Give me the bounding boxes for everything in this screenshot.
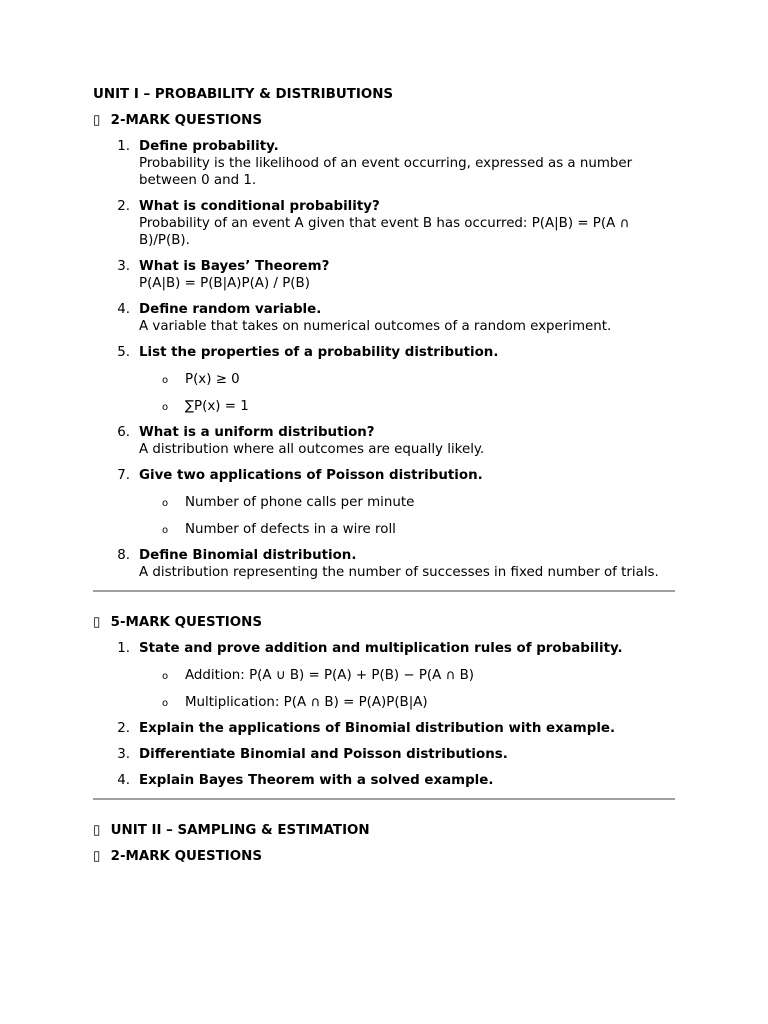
bullet-list — [139, 371, 675, 415]
question-item — [93, 746, 675, 763]
question-text: What is conditional probability? — [139, 199, 380, 214]
five-mark-label: 5-MARK QUESTIONS — [110, 615, 262, 630]
question-number: 5. — [117, 345, 130, 360]
answer-text: A variable that takes on numerical outcomes of a random experiment. — [139, 319, 612, 334]
answer-text: P(A|B) = P(B|A)P(A) / P(B) — [139, 276, 310, 291]
question-text: Explain Bayes Theorem with a solved example. — [139, 773, 494, 788]
question-item — [93, 640, 675, 711]
question-item — [93, 547, 675, 581]
two-mark-heading — [93, 112, 675, 130]
answer-text: A distribution representing the number of successes in fixed number of trials. — [139, 565, 659, 580]
five-mark-list — [93, 640, 675, 789]
section-divider — [93, 798, 675, 800]
question-item — [93, 424, 675, 458]
bullet-text: Multiplication: P(A ∩ B) = P(A)P(B|A) — [185, 695, 428, 710]
question-number: 4. — [117, 773, 130, 788]
bullet-icon: o — [162, 402, 169, 413]
bullet-text: P(x) ≥ 0 — [185, 372, 240, 387]
bullet-text: Number of defects in a wire roll — [185, 522, 396, 537]
question-text: What is Bayes’ Theorem? — [139, 259, 330, 274]
question-number: 3. — [117, 259, 130, 274]
bullet-item — [139, 398, 675, 415]
question-text: Define Binomial distribution. — [139, 548, 357, 563]
question-item — [93, 198, 675, 249]
question-text: Give two applications of Poisson distribution. — [139, 468, 483, 483]
bullet-text: ∑P(x) = 1 — [185, 399, 249, 414]
bullet-item — [139, 371, 675, 388]
bullet-icon: o — [162, 525, 169, 536]
question-text: Explain the applications of Binomial distribution with example. — [139, 721, 616, 736]
two-mark-list — [93, 138, 675, 581]
answer-text: Probability of an event A given that event B has occurred: P(A|B) = P(A ∩ B)/P(B). — [139, 216, 630, 248]
question-item — [93, 344, 675, 415]
question-item — [93, 258, 675, 292]
bullet-icon: o — [162, 671, 169, 682]
unit2-two-mark-heading — [93, 848, 675, 866]
answer-text: A distribution where all outcomes are equally likely. — [139, 442, 485, 457]
missing-glyph-icon: ▯ — [93, 113, 101, 128]
question-item — [93, 301, 675, 335]
unit2-two-mark-label: 2-MARK QUESTIONS — [110, 849, 262, 864]
question-number: 1. — [117, 641, 130, 656]
document-page — [93, 86, 675, 866]
question-number: 2. — [117, 721, 130, 736]
question-text: State and prove addition and multiplication rules of probability. — [139, 641, 623, 656]
bullet-list — [139, 494, 675, 538]
bullet-list — [139, 667, 675, 711]
question-text: List the properties of a probability distribution. — [139, 345, 499, 360]
question-number: 2. — [117, 199, 130, 214]
question-text: What is a uniform distribution? — [139, 425, 375, 440]
unit2-title: UNIT II – SAMPLING & ESTIMATION — [110, 823, 370, 838]
question-number: 8. — [117, 548, 130, 563]
missing-glyph-icon: ▯ — [93, 823, 101, 838]
bullet-item — [139, 667, 675, 684]
bullet-icon: o — [162, 498, 169, 509]
missing-glyph-icon: ▯ — [93, 615, 101, 630]
bullet-item — [139, 494, 675, 511]
question-text: Define probability. — [139, 139, 279, 154]
bullet-icon: o — [162, 375, 169, 386]
question-item — [93, 138, 675, 189]
question-number: 7. — [117, 468, 130, 483]
question-number: 4. — [117, 302, 130, 317]
question-text: Define random variable. — [139, 302, 322, 317]
bullet-item — [139, 521, 675, 538]
two-mark-label: 2-MARK QUESTIONS — [110, 113, 262, 128]
unit2-title-row — [93, 822, 675, 840]
question-item — [93, 720, 675, 737]
question-item — [93, 467, 675, 538]
question-number: 1. — [117, 139, 130, 154]
bullet-icon: o — [162, 698, 169, 709]
missing-glyph-icon: ▯ — [93, 849, 101, 864]
bullet-text: Addition: P(A ∪ B) = P(A) + P(B) − P(A ∩ B) — [185, 668, 475, 683]
bullet-item — [139, 694, 675, 711]
section-divider — [93, 590, 675, 592]
question-item — [93, 772, 675, 789]
question-number: 3. — [117, 747, 130, 762]
answer-text: Probability is the likelihood of an event occurring, expressed as a number between 0 and 1. — [139, 156, 633, 188]
five-mark-heading — [93, 614, 675, 632]
unit1-title: UNIT I – PROBABILITY & DISTRIBUTIONS — [93, 87, 394, 102]
bullet-text: Number of phone calls per minute — [185, 495, 415, 510]
question-number: 6. — [117, 425, 130, 440]
question-text: Differentiate Binomial and Poisson distributions. — [139, 747, 508, 762]
